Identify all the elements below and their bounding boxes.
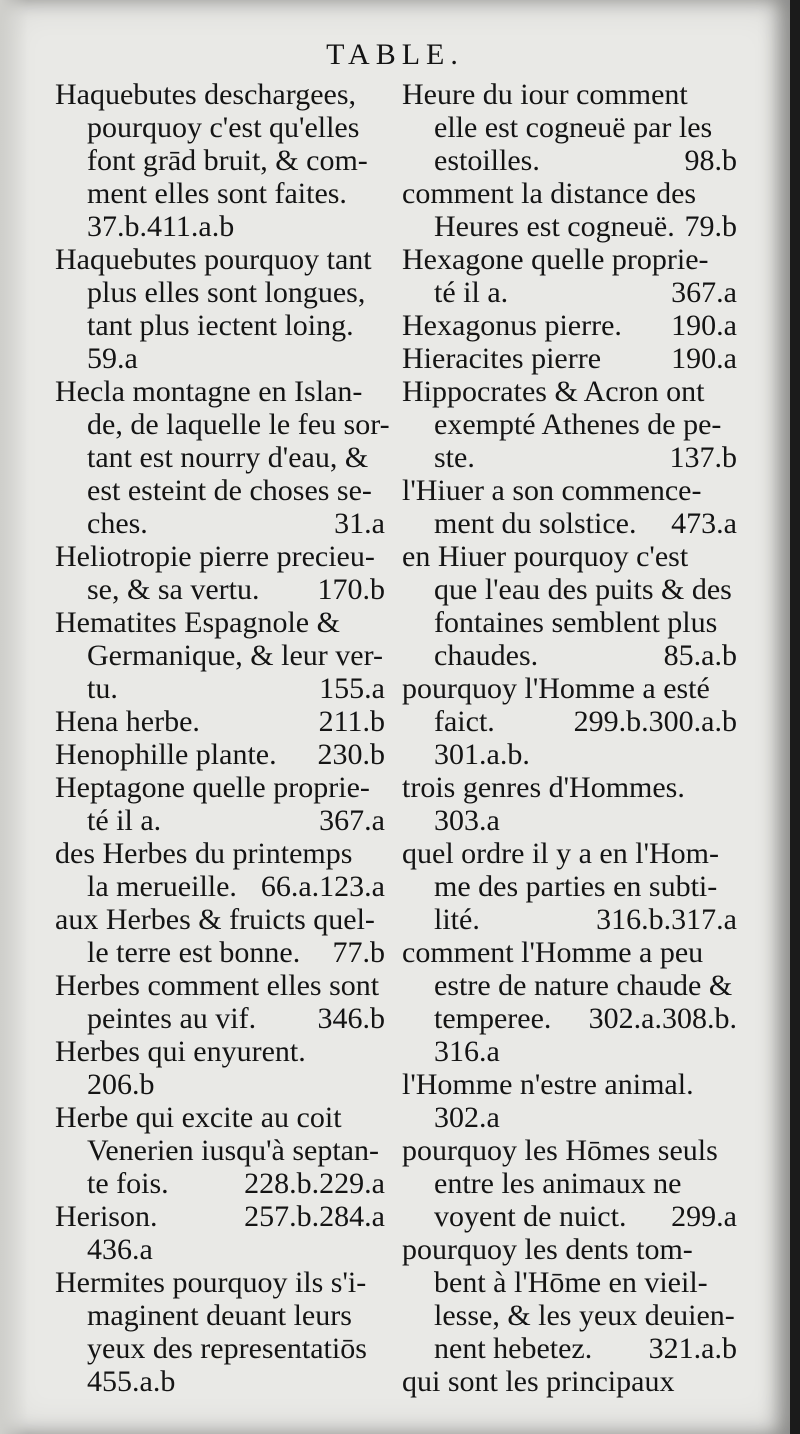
entry-text: estoilles. [434,144,540,177]
entry-text: fontaines semblent plus [434,606,718,639]
entry-text: en Hiuer pourquoy c'est [402,540,689,573]
page-reference: 190.a [671,342,737,375]
entry-text: voyent de nuict. [434,1200,627,1233]
entry-text: l'Hiuer a son commence- [402,474,702,507]
entry-text: Hematites Espagnole & [55,606,340,639]
entry-text: se, & sa vertu. [87,573,260,606]
index-entry-line [402,243,737,276]
entry-text: le terre est bonne. [87,936,301,969]
index-entry-line [55,342,385,375]
index-entry-line [402,837,737,870]
index-entry-line [402,441,737,474]
index-entry-line [402,1068,737,1101]
index-entry-line [402,1299,737,1332]
entry-text: Herison. [55,1200,158,1233]
entry-text: 303.a [434,804,500,837]
index-entry [402,1365,737,1398]
page-reference: 137.b [669,441,737,474]
index-entry-line [55,507,385,540]
index-entry-line [55,1365,385,1398]
entry-text: qui sont les principaux [402,1365,675,1398]
index-entry [402,1134,737,1233]
index-entry-line [55,408,390,441]
entry-text: quel ordre il y a en l'Hom- [402,837,719,870]
page-reference: 367.a [671,276,737,309]
index-entry-line [55,441,385,474]
index-entry-line [402,177,737,210]
index-entry [402,1068,737,1134]
index-entry [402,672,737,771]
entry-text: de, de laquelle le feu sor- [87,408,390,441]
index-entry-line [55,309,385,342]
index-entry-line [55,1266,385,1299]
index-entry [402,342,737,375]
index-entry [402,540,737,672]
index-entry [55,837,385,903]
page-reference: 321.a.b [648,1332,737,1365]
entry-text: que l'eau des puits & des [434,573,732,606]
index-entry-line [402,1332,737,1365]
index-entry [55,606,385,705]
page-reference: 346.b [317,1002,385,1035]
index-entry-line [402,1200,737,1233]
index-entry-line [55,837,385,870]
entry-text: nent hebetez. [434,1332,593,1365]
index-entry-line [55,705,385,738]
entry-text: Hermites pourquoy ils s'i- [55,1266,367,1299]
index-entry [55,903,385,969]
page-reference: 85.a.b [663,639,737,672]
index-entry [402,309,737,342]
index-entry [402,243,737,309]
entry-text: pourquoy les dents tom- [402,1233,693,1266]
index-entry-line [402,474,737,507]
entry-text: Henophille plante. [55,738,277,771]
entry-text: 206.b [87,1068,155,1101]
page-reference: 299.b.300.a.b [573,705,737,738]
entry-text: comment la distance des [402,177,697,210]
entry-text: te fois. [87,1167,169,1200]
page-reference: 228.b.229.a [244,1167,385,1200]
entry-text: Haquebutes pourquoy tant [55,243,372,276]
index-entry-line [55,936,385,969]
entry-text: Hecla montagne en Islan- [55,375,363,408]
index-entry-line [402,1101,737,1134]
page-title: TABLE. [326,38,464,71]
index-entry [55,705,385,738]
index-entry [55,1101,385,1200]
entry-text: ment elles sont faites. [87,177,347,210]
index-entry-line [55,1233,385,1266]
entry-text: Heures est cogneuë. [434,210,675,243]
index-entry-line [402,969,737,1002]
page-reference: 316.b.317.a [596,903,737,936]
index-entry-line [55,474,385,507]
index-entry-line [55,804,385,837]
entry-text: faict. [434,705,495,738]
index-entry-line [402,309,737,342]
page-reference: 31.a [334,507,385,540]
entry-text: entre les animaux ne [434,1167,682,1200]
index-entry [55,969,385,1035]
page-reference: 79.b [684,210,737,243]
index-entry-line [402,1035,737,1068]
index-entry-line [55,540,385,573]
index-entry-line [55,177,385,210]
entry-text: tu. [87,672,118,705]
entry-text: 37.b.411.a.b [87,210,235,243]
entry-text: Herbes comment elles sont [55,969,380,1002]
page-reference: 302.a.308.b. [588,1002,737,1035]
entry-text: Hippocrates & Acron ont [402,375,705,408]
entry-text: trois genres d'Hommes. [402,771,685,804]
index-column-right [402,78,737,1398]
entry-text: Hena herbe. [55,705,200,738]
entry-text: peintes au vif. [87,1002,257,1035]
index-entry-line [402,540,737,573]
index-entry-line [55,1035,385,1068]
index-entry [55,738,385,771]
index-entry-line [55,606,385,639]
entry-text: exempté Athenes de pe- [434,408,722,441]
entry-text: plus elles sont longues, [87,276,366,309]
entry-text: la merueille. [87,870,237,903]
gutter-shadow [0,0,28,1434]
entry-text: tant plus iectent loing. [87,309,354,342]
index-entry-line [55,1167,385,1200]
index-entry-line [402,606,737,639]
index-entry-line [402,870,737,903]
entry-text: 316.a [434,1035,500,1068]
index-entry-line [55,738,385,771]
entry-text: Heliotropie pierre precieu- [55,540,375,573]
entry-text: Germanique, & leur ver- [87,639,383,672]
entry-text: lité. [434,903,480,936]
index-column-left [55,78,390,1398]
page-reference: 473.a [671,507,737,540]
page-reference: 66.a.123.a [260,870,385,903]
index-entry-line [55,573,385,606]
entry-text: 301.a.b. [434,738,530,771]
index-entry [402,177,737,243]
entry-text: té il a. [87,804,162,837]
index-entry-line [402,1134,737,1167]
page-reference: 230.b [317,738,385,771]
index-entry [402,375,737,474]
index-entry [55,540,385,606]
entry-text: 59.a [87,342,138,375]
index-entry-line [402,1266,737,1299]
index-entry-line [55,111,385,144]
index-entry [55,1200,385,1266]
entry-text: ment du solstice. [434,507,637,540]
index-entry [402,936,737,1068]
entry-text: font grād bruit, & com- [87,144,368,177]
index-entry-line [402,1365,737,1398]
index-entry-line [402,672,737,705]
index-entry-line [402,375,737,408]
index-entry-line [402,1233,737,1266]
index-entry-line [55,375,385,408]
index-entry-line [402,1167,737,1200]
entry-text: 302.a [434,1101,500,1134]
entry-text: tant est nourry d'eau, & [87,441,369,474]
index-entry-line [55,1332,385,1365]
entry-text: pourquoy les Hōmes seuls [402,1134,718,1167]
index-entry [55,375,390,540]
index-entry-line [402,771,737,804]
index-entry-line [402,903,737,936]
index-entry-line [402,111,737,144]
index-entry-line [402,936,737,969]
entry-text: est esteint de choses se- [87,474,372,507]
page-reference: 77.b [332,936,385,969]
index-entry-line [55,969,385,1002]
index-entry-line [402,507,737,540]
entry-text: maginent deuant leurs [87,1299,352,1332]
entry-text: des Herbes du printemps [55,837,353,870]
index-entry-line [55,78,385,111]
entry-text: temperee. [434,1002,552,1035]
index-entry [55,771,385,837]
entry-text: 436.a [87,1233,153,1266]
index-entry-line [55,276,385,309]
index-entry-line [55,1200,385,1233]
entry-text: lesse, & les yeux deuien- [434,1299,735,1332]
entry-text: Hexagone quelle proprie- [402,243,709,276]
entry-text: 455.a.b [87,1365,176,1398]
index-entry [402,474,737,540]
page-reference: 190.a [671,309,737,342]
page-reference: 211.b [318,705,385,738]
index-entry-line [55,1134,385,1167]
entry-text: me des parties en subti- [434,870,718,903]
entry-text: Herbes qui enyurent. [55,1035,306,1068]
index-entry-line [402,144,737,177]
index-entry [55,1035,385,1101]
entry-text: Hieracites pierre [402,342,602,375]
index-entry [55,1266,385,1398]
entry-text: Heptagone quelle proprie- [55,771,370,804]
index-entry-line [55,1101,385,1134]
page-reference: 98.b [684,144,737,177]
entry-text: ste. [434,441,475,474]
entry-text: chaudes. [434,639,539,672]
index-entry [402,837,737,936]
page-reference: 257.b.284.a [244,1200,385,1233]
index-entry-line [402,276,737,309]
page-reference: 367.a [319,804,385,837]
index-entry [55,78,385,243]
index-entry-line [55,1068,385,1101]
entry-text: bent à l'Hōme en vieil- [434,1266,708,1299]
page-reference: 155.a [319,672,385,705]
index-entry [55,243,385,375]
entry-text: pourquoy l'Homme a esté [402,672,710,705]
index-entry [402,1233,737,1365]
index-entry-line [402,1002,737,1035]
entry-text: yeux des representatiōs [87,1332,367,1365]
index-entry [402,771,737,837]
entry-text: aux Herbes & fruicts quel- [55,903,375,936]
index-entry-line [402,408,737,441]
entry-text: Herbe qui excite au coit [55,1101,342,1134]
entry-text: elle est cogneuë par les [434,111,713,144]
index-entry-line [55,771,385,804]
index-entry-line [402,804,737,837]
index-entry-line [55,1299,385,1332]
entry-text: Haquebutes deschargees, [55,78,356,111]
index-entry-line [55,243,385,276]
entry-text: té il a. [434,276,509,309]
entry-text: ches. [87,507,148,540]
entry-text: Venerien iusqu'à septan- [87,1134,379,1167]
index-entry-line [55,672,385,705]
entry-text: estre de nature chaude & [434,969,733,1002]
entry-text: comment l'Homme a peu [402,936,704,969]
index-entry-line [55,870,385,903]
entry-text: pourquoy c'est qu'elles [87,111,360,144]
index-entry-line [402,639,737,672]
entry-text: Heure du iour comment [402,78,688,111]
index-entry-line [55,639,385,672]
index-entry-line [402,738,737,771]
index-entry-line [55,210,385,243]
page-reference: 299.a [671,1200,737,1233]
index-entry-line [402,342,737,375]
index-entry-line [55,144,385,177]
index-entry-line [402,573,737,606]
page-reference: 170.b [317,573,385,606]
entry-text: l'Homme n'estre animal. [402,1068,694,1101]
entry-text: Hexagonus pierre. [402,309,622,342]
index-entry-line [402,210,737,243]
index-entry-line [55,1002,385,1035]
index-entry-line [402,705,737,738]
index-entry-line [402,78,737,111]
index-entry-line [55,903,385,936]
index-entry [402,78,737,177]
